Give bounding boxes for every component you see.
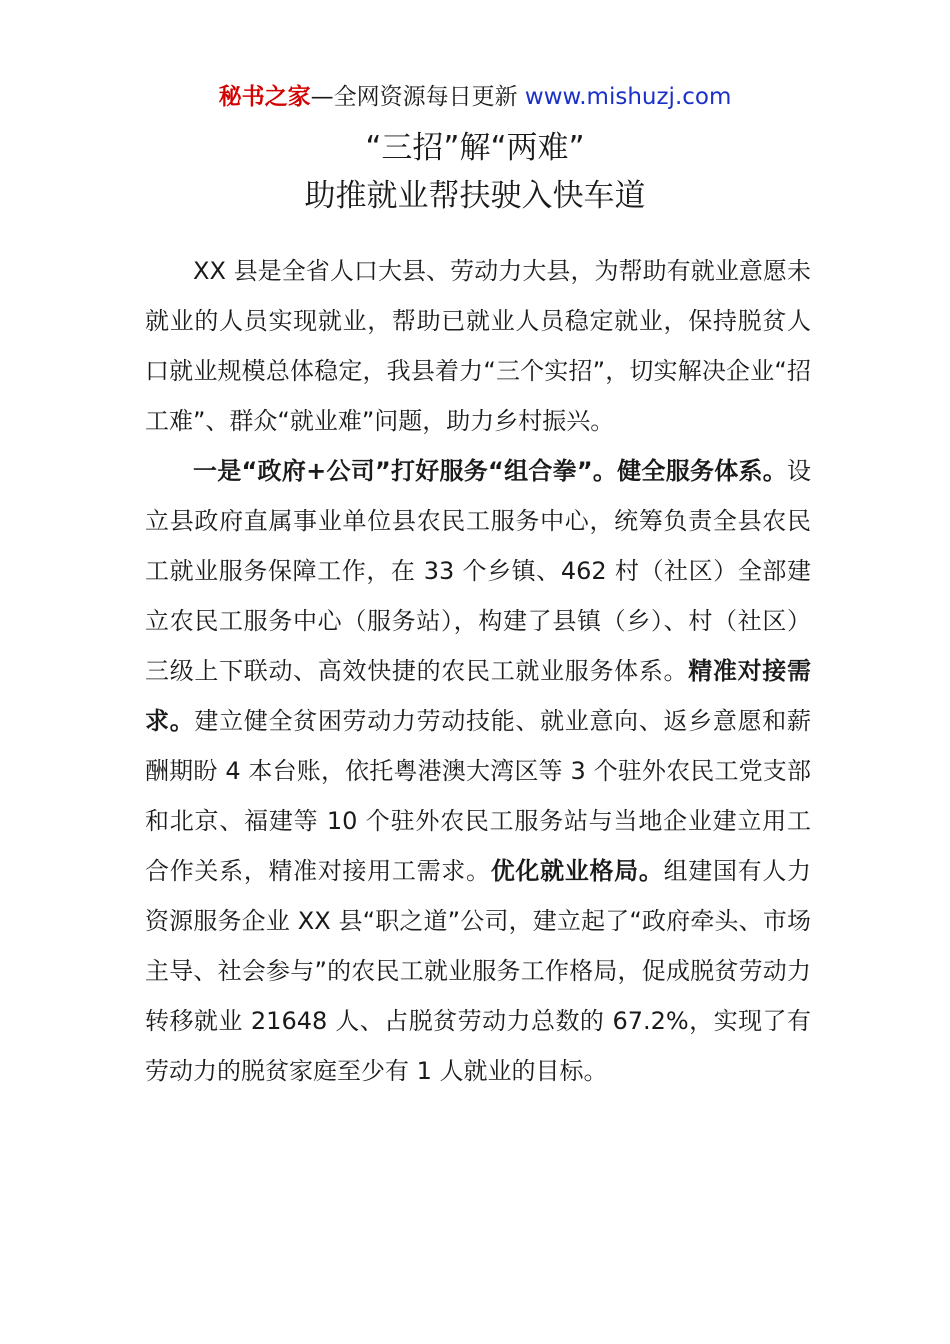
employment-pattern-text: 组建国有人力资源服务企业 XX 县“职之道”公司，建立起了“政府牵头、市场主导、社会参与”的农民工就业服务工作格局，促成脱贫劳动力转移就业 21648 人、占脱贫劳动力总数的 67.2%，实现了有劳动力的脱贫家庭至少有 1 人就业的目标。 — [145, 857, 812, 1085]
article-body — [145, 246, 811, 1096]
employment-pattern-heading: 优化就业格局。 — [490, 857, 664, 885]
first-measure-heading: 一是“政府+公司”打好服务“组合拳”。健全服务体系。 — [193, 457, 787, 485]
demand-matching-heading: 精准对接需求。 — [145, 657, 812, 735]
first-measure-text: 设立县政府直属事业单位县农民工服务中心，统筹负责全县农民工就业服务保障工作，在 33 个乡镇、462 村（社区）全部建立农民工服务中心（服务站），构建了县镇（乡）、村（社区）三级上下联动、高效快捷的农民工就业服务体系。 — [145, 457, 811, 685]
header-tagline: —全网资源每日更新 — [310, 84, 518, 110]
title-line-2: 助推就业帮扶驶入快车道 — [304, 178, 646, 214]
brand-name: 秘书之家 — [218, 84, 311, 110]
site-url-link[interactable]: www.mishuzj.com — [524, 84, 732, 110]
paragraph-intro: XX 县是全省人口大县、劳动力大县，为帮助有就业意愿未就业的人员实现就业，帮助已就业人员稳定就业，保持脱贫人口就业规模总体稳定，我县着力“三个实招”，切实解决企业“招工难”、群众“就业难”问题，助力乡村振兴。 — [145, 257, 811, 435]
title-line-1: “三招”解“两难” — [365, 130, 585, 166]
paragraph-first-measure — [145, 446, 811, 1096]
site-header — [0, 82, 950, 112]
demand-matching-text: 建立健全贫困劳动力劳动技能、就业意向、返乡意愿和薪酬期盼 4 本台账，依托粤港澳大湾区等 3 个驻外农民工党支部和北京、福建等 10 个驻外农民工服务站与当地企业建立用工合作关系，精准对接用工需求。 — [145, 707, 812, 885]
